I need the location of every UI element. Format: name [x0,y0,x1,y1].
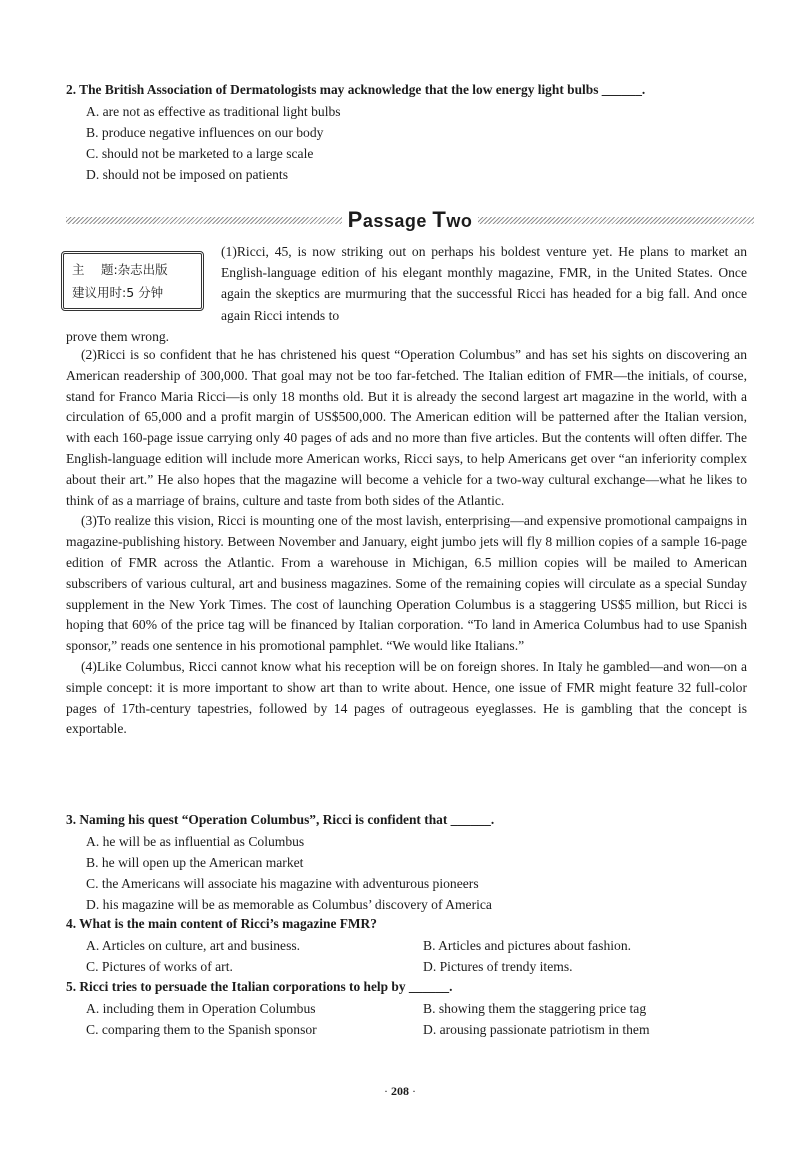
suggested-time-label: 建议用时:5 分钟 [72,285,164,300]
option-d[interactable]: D. should not be imposed on patients [86,167,289,182]
question-stem: 4. What is the main content of Ricci’s magazine FMR? [66,916,377,931]
question-stem: 5. Ricci tries to persuade the Italian corporations to help by ______. [66,979,453,994]
option-c[interactable]: C. should not be marketed to a large scale [86,146,314,161]
option-d[interactable]: D. his magazine will be as memorable as Columbus’ discovery of America [86,897,492,912]
option-c[interactable]: C. Pictures of works of art. [86,959,233,974]
option-c[interactable]: C. comparing them to the Spanish sponsor [86,1022,317,1037]
option-b[interactable]: B. showing them the staggering price tag [423,1001,647,1016]
topic-label: 主 题:杂志出版 [72,262,168,277]
option-a[interactable]: A. are not as effective as traditional light bulbs [86,104,341,119]
option-b[interactable]: B. he will open up the American market [86,855,304,870]
question-3 [66,810,760,915]
option-row [66,935,760,956]
question-stem: 3. Naming his quest “Operation Columbus”, Ricci is confident that ______. [66,812,495,827]
paragraph-4: (4)Like Columbus, Ricci cannot know what his reception will be on foreign shores. In Italy he gambled—and won—on a simple concept: it is more important to show art than to write about. Hence, one issue of FMR might feature 32 full-color pages of 17th-century tapestries, followed by 14 pages of outrageous eyeglasses. He is gambling that the concept is exportable. [66,658,747,737]
paragraph-3: (3)To realize this vision, Ricci is mounting one of the most lavish, enterprising—and expensive promotional campaigns in magazine-publishing history. Between November and January, eight jumbo jets will fly 8 million copies of a sample 16-page edition of FMR across the Atlantic. From a warehouse in Michigan, 6.5 million copies will be mailed to American subscribers of various cultural, art and business magazines. Some of the remaining copies will circulate as a special Sunday supplement in the New York Times. The cost of launching Operation Columbus is a staggering US$5 million, but Ricci is hoping that 60% of the price tag will be financed by Italian corporation. “To land in America Columbus had to use Spanish sponsor,” reads one sentence in his promotional pamphlet. “We would like Italians.” [66,513,747,654]
option-row [66,998,760,1019]
page-number: · 208 · [384,1084,416,1098]
option-b[interactable]: B. produce negative influences on our body [86,125,324,140]
option-d[interactable]: D. arousing passionate patriotism in them [423,1022,650,1037]
paragraph-1-tail: prove them wrong. [66,329,170,344]
option-d[interactable]: D. Pictures of trendy items. [423,959,573,974]
option-a[interactable]: A. including them in Operation Columbus [86,1001,316,1016]
option-row [66,1019,760,1040]
hatch-divider-left [66,217,342,224]
passage-body [66,345,747,740]
question-4 [66,914,760,977]
section-title: Passage Two [347,207,473,232]
question-5 [66,977,760,1040]
topic-box [61,251,204,311]
option-c[interactable]: C. the Americans will associate his magazine with adventurous pioneers [86,876,479,891]
paragraph-1: (1)Ricci, 45, is now striking out on perhaps his boldest venture yet. He plans to market an English-language edition of his elegant monthly magazine, FMR, in the United States. Once again the skeptics are murmuring that the successful Ricci has headed for a big fall. And once again Ricci intends to [221,244,747,323]
option-a[interactable]: A. Articles on culture, art and business. [86,938,301,953]
paragraph-2: (2)Ricci is so confident that he has christened his quest “Operation Columbus” and has set his sights on discovering an American readership of 300,000. That goal may not be too far-fetched. The Italian edition of FMR—the initials, of course, stand for Franco Maria Ricci—is only 18 months old. But it is already the second largest art magazine in the world, with a circulation of 65,000 and a profit margin of US$500,000. The American edition will be patterned after the Italian version, with each 160-page issue carrying only 40 pages of ads and no more than five articles. But the contents will often differ. The English-language edition will include more American works, Ricci says, to help Americans get over “an inferiority complex about their art.” He also hopes that the magazine will become a vehicle for a two-way cultural exchange—what he likes to think of as a marriage of brains, culture and taste from both sides of the Atlantic. [66,347,747,508]
question-2 [66,80,760,185]
option-row [66,956,760,977]
option-b[interactable]: B. Articles and pictures about fashion. [423,938,632,953]
question-stem: 2. The British Association of Dermatologists may acknowledge that the low energy light bulbs ______. [66,82,646,97]
option-a[interactable]: A. he will be as influential as Columbus [86,834,305,849]
section-banner [66,209,754,231]
hatch-divider-right [478,217,754,224]
